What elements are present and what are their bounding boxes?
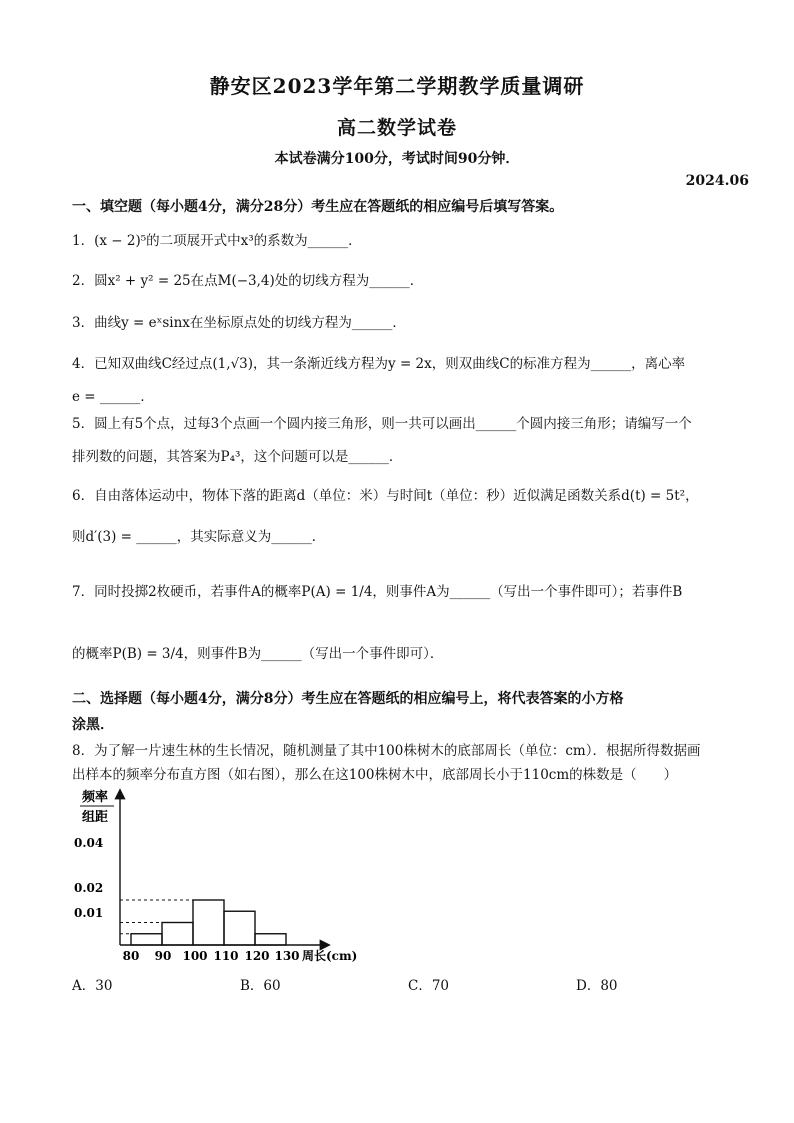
question-8-line-1: 8．为了解一片速生林的生长情况，随机测量了其中100株树木的底部周长（单位：cm）．根据所得数据画 — [72, 743, 701, 759]
x-tick-label: 90 — [154, 949, 172, 963]
option-d: D．80 — [576, 978, 618, 994]
y-tick-label: 0.02 — [74, 881, 104, 895]
histogram-bar — [193, 900, 224, 945]
y-label-top: 频率 — [82, 790, 109, 805]
x-tick-label: 80 — [122, 949, 140, 963]
y-tick-label: 0.01 — [74, 906, 104, 920]
y-label-bottom: 组距 — [82, 810, 109, 825]
section-2-heading-line-2: 涂黑． — [72, 717, 114, 733]
option-b: B．60 — [240, 978, 281, 994]
frequency-histogram — [70, 785, 370, 965]
option-c: C．70 — [408, 978, 450, 994]
histogram-bar — [255, 934, 286, 945]
question-4-line-1: 4．已知双曲线C经过点(1,√3)，其一条渐近线方程为y = 2x，则双曲线C的标准方程为______，离心率 — [72, 356, 686, 372]
option-a: A．30 — [72, 978, 113, 994]
x-tick-label: 100 — [182, 949, 208, 963]
dashed-guides — [120, 900, 193, 934]
x-axis-label: 周长(cm) — [302, 949, 358, 963]
x-tick-label: 120 — [244, 949, 270, 963]
x-tick-label: 110 — [213, 949, 239, 963]
question-5-line-2: 排列数的问题，其答案为P₄³，这个问题可以是______． — [72, 449, 403, 465]
question-5-line-1: 5．圆上有5个点，过每3个点画一个圆内接三角形，则一共可以画出______个圆内接三角形；请编写一个 — [72, 416, 692, 432]
histogram-bar — [162, 923, 193, 946]
exam-title: 静安区2023学年第二学期教学质量调研 — [209, 74, 585, 98]
histogram-bar — [224, 911, 255, 945]
section-1-heading: 一、填空题（每小题4分，满分28分）考生应在答题纸的相应编号后填写答案。 — [72, 199, 564, 215]
question-6-line-2: 则d′(3) = ______，其实际意义为______． — [72, 529, 326, 545]
question-7-line-2: 的概率P(B) = 3/4，则事件B为______（写出一个事件即可）． — [72, 646, 444, 662]
x-tick-label: 130 — [274, 949, 300, 963]
question-3: 3．曲线y = eˣsinx在坐标原点处的切线方程为______． — [72, 315, 406, 331]
question-8-line-2: 出样本的频率分布直方图（如右图），那么在这100株树木中，底部周长小于110cm的株数是（ ） — [72, 767, 678, 783]
exam-subtitle: 高二数学试卷 — [336, 117, 457, 139]
question-6-line-1: 6．自由落体运动中，物体下落的距离d（单位：米）与时间t（单位：秒）近似满足函数关系d(t) = 5t²， — [72, 488, 699, 504]
exam-note: 本试卷满分100分，考试时间90分钟． — [274, 151, 520, 167]
section-2-heading-line-1: 二、选择题（每小题4分，满分8分）考生应在答题纸的相应编号上，将代表答案的小方格 — [72, 691, 624, 707]
histogram-bar — [131, 934, 162, 945]
question-1: 1．(x − 2)⁵的二项展开式中x³的系数为______． — [72, 233, 362, 249]
histogram-bars — [131, 900, 286, 945]
question-4-line-2: e = ______． — [72, 389, 154, 405]
question-7-line-1: 7．同时投掷2枚硬币，若事件A的概率P(A) = 1/4，则事件A为______（写出一个事件即可）；若事件B — [72, 584, 683, 600]
question-2: 2．圆x² + y² = 25在点M(−3,4)处的切线方程为______． — [72, 273, 424, 289]
y-tick-label: 0.04 — [74, 836, 104, 850]
exam-date: 2024.06 — [685, 173, 749, 189]
